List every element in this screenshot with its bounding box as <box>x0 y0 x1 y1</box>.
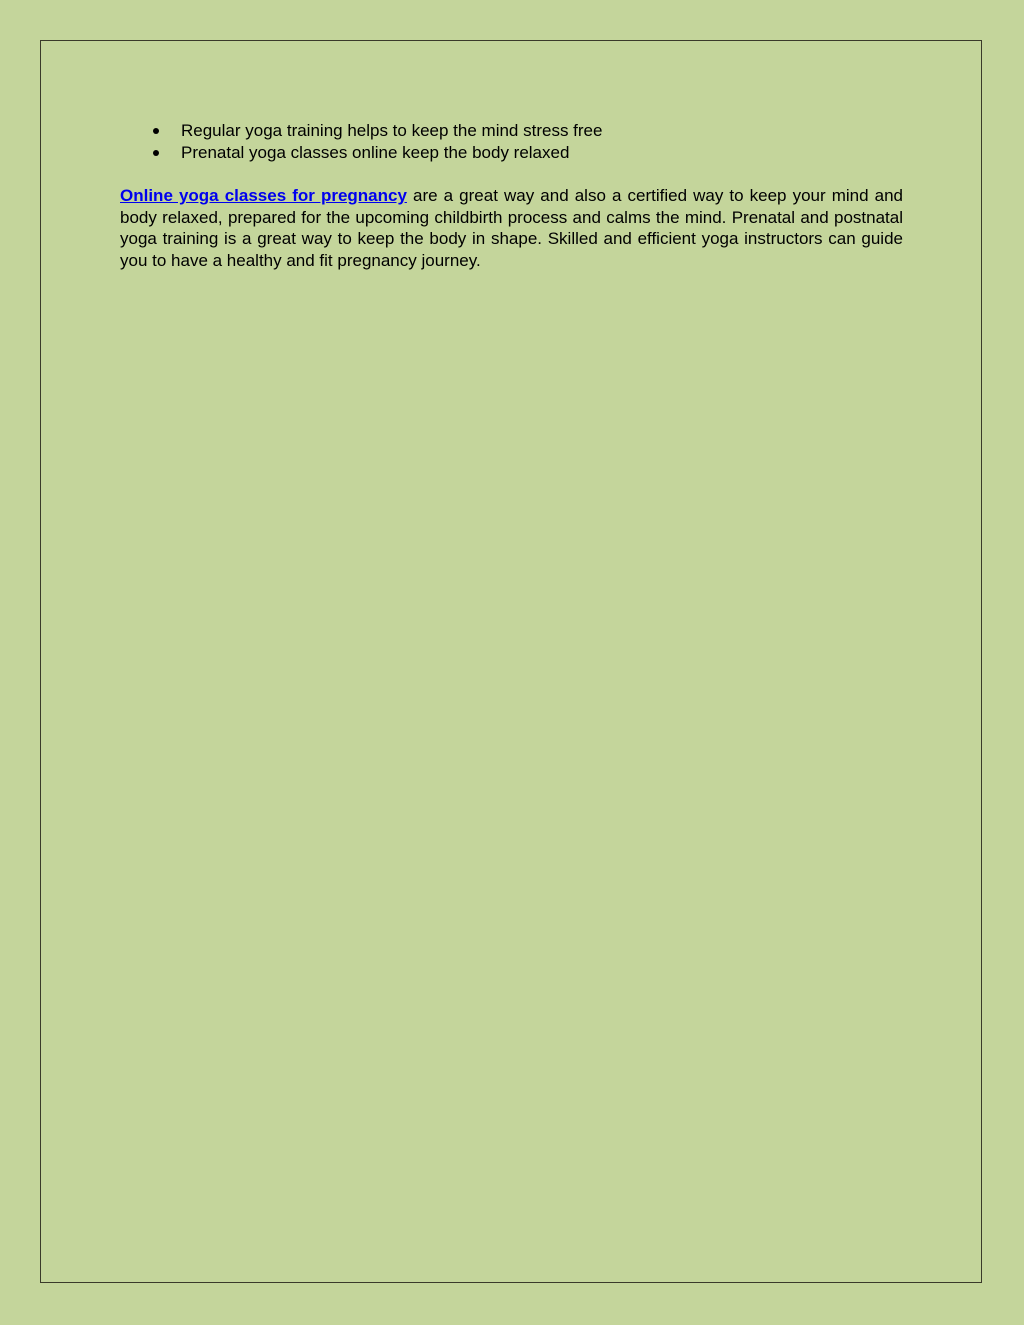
list-item <box>120 142 903 164</box>
paragraph-text: are a great way and also a certified way to keep your mind and body relaxed, prepared for the upcoming childbirth process and calms the mind. Prenatal and postnatal yoga training is a great way to keep the body in shape. Skilled and efficient yoga instructors can guide you to have a healthy and fit pregnancy journey. <box>120 186 903 270</box>
document-body <box>120 120 903 271</box>
list-item-text: Prenatal yoga classes online keep the body relaxed <box>181 142 570 162</box>
body-paragraph <box>120 185 903 271</box>
list-item <box>120 120 903 142</box>
online-yoga-classes-link[interactable]: Online yoga classes for pregnancy <box>120 186 407 205</box>
list-item-text: Regular yoga training helps to keep the mind stress free <box>181 121 603 140</box>
bullet-icon <box>153 128 159 134</box>
bullet-list <box>120 120 903 163</box>
bullet-icon <box>153 150 159 156</box>
